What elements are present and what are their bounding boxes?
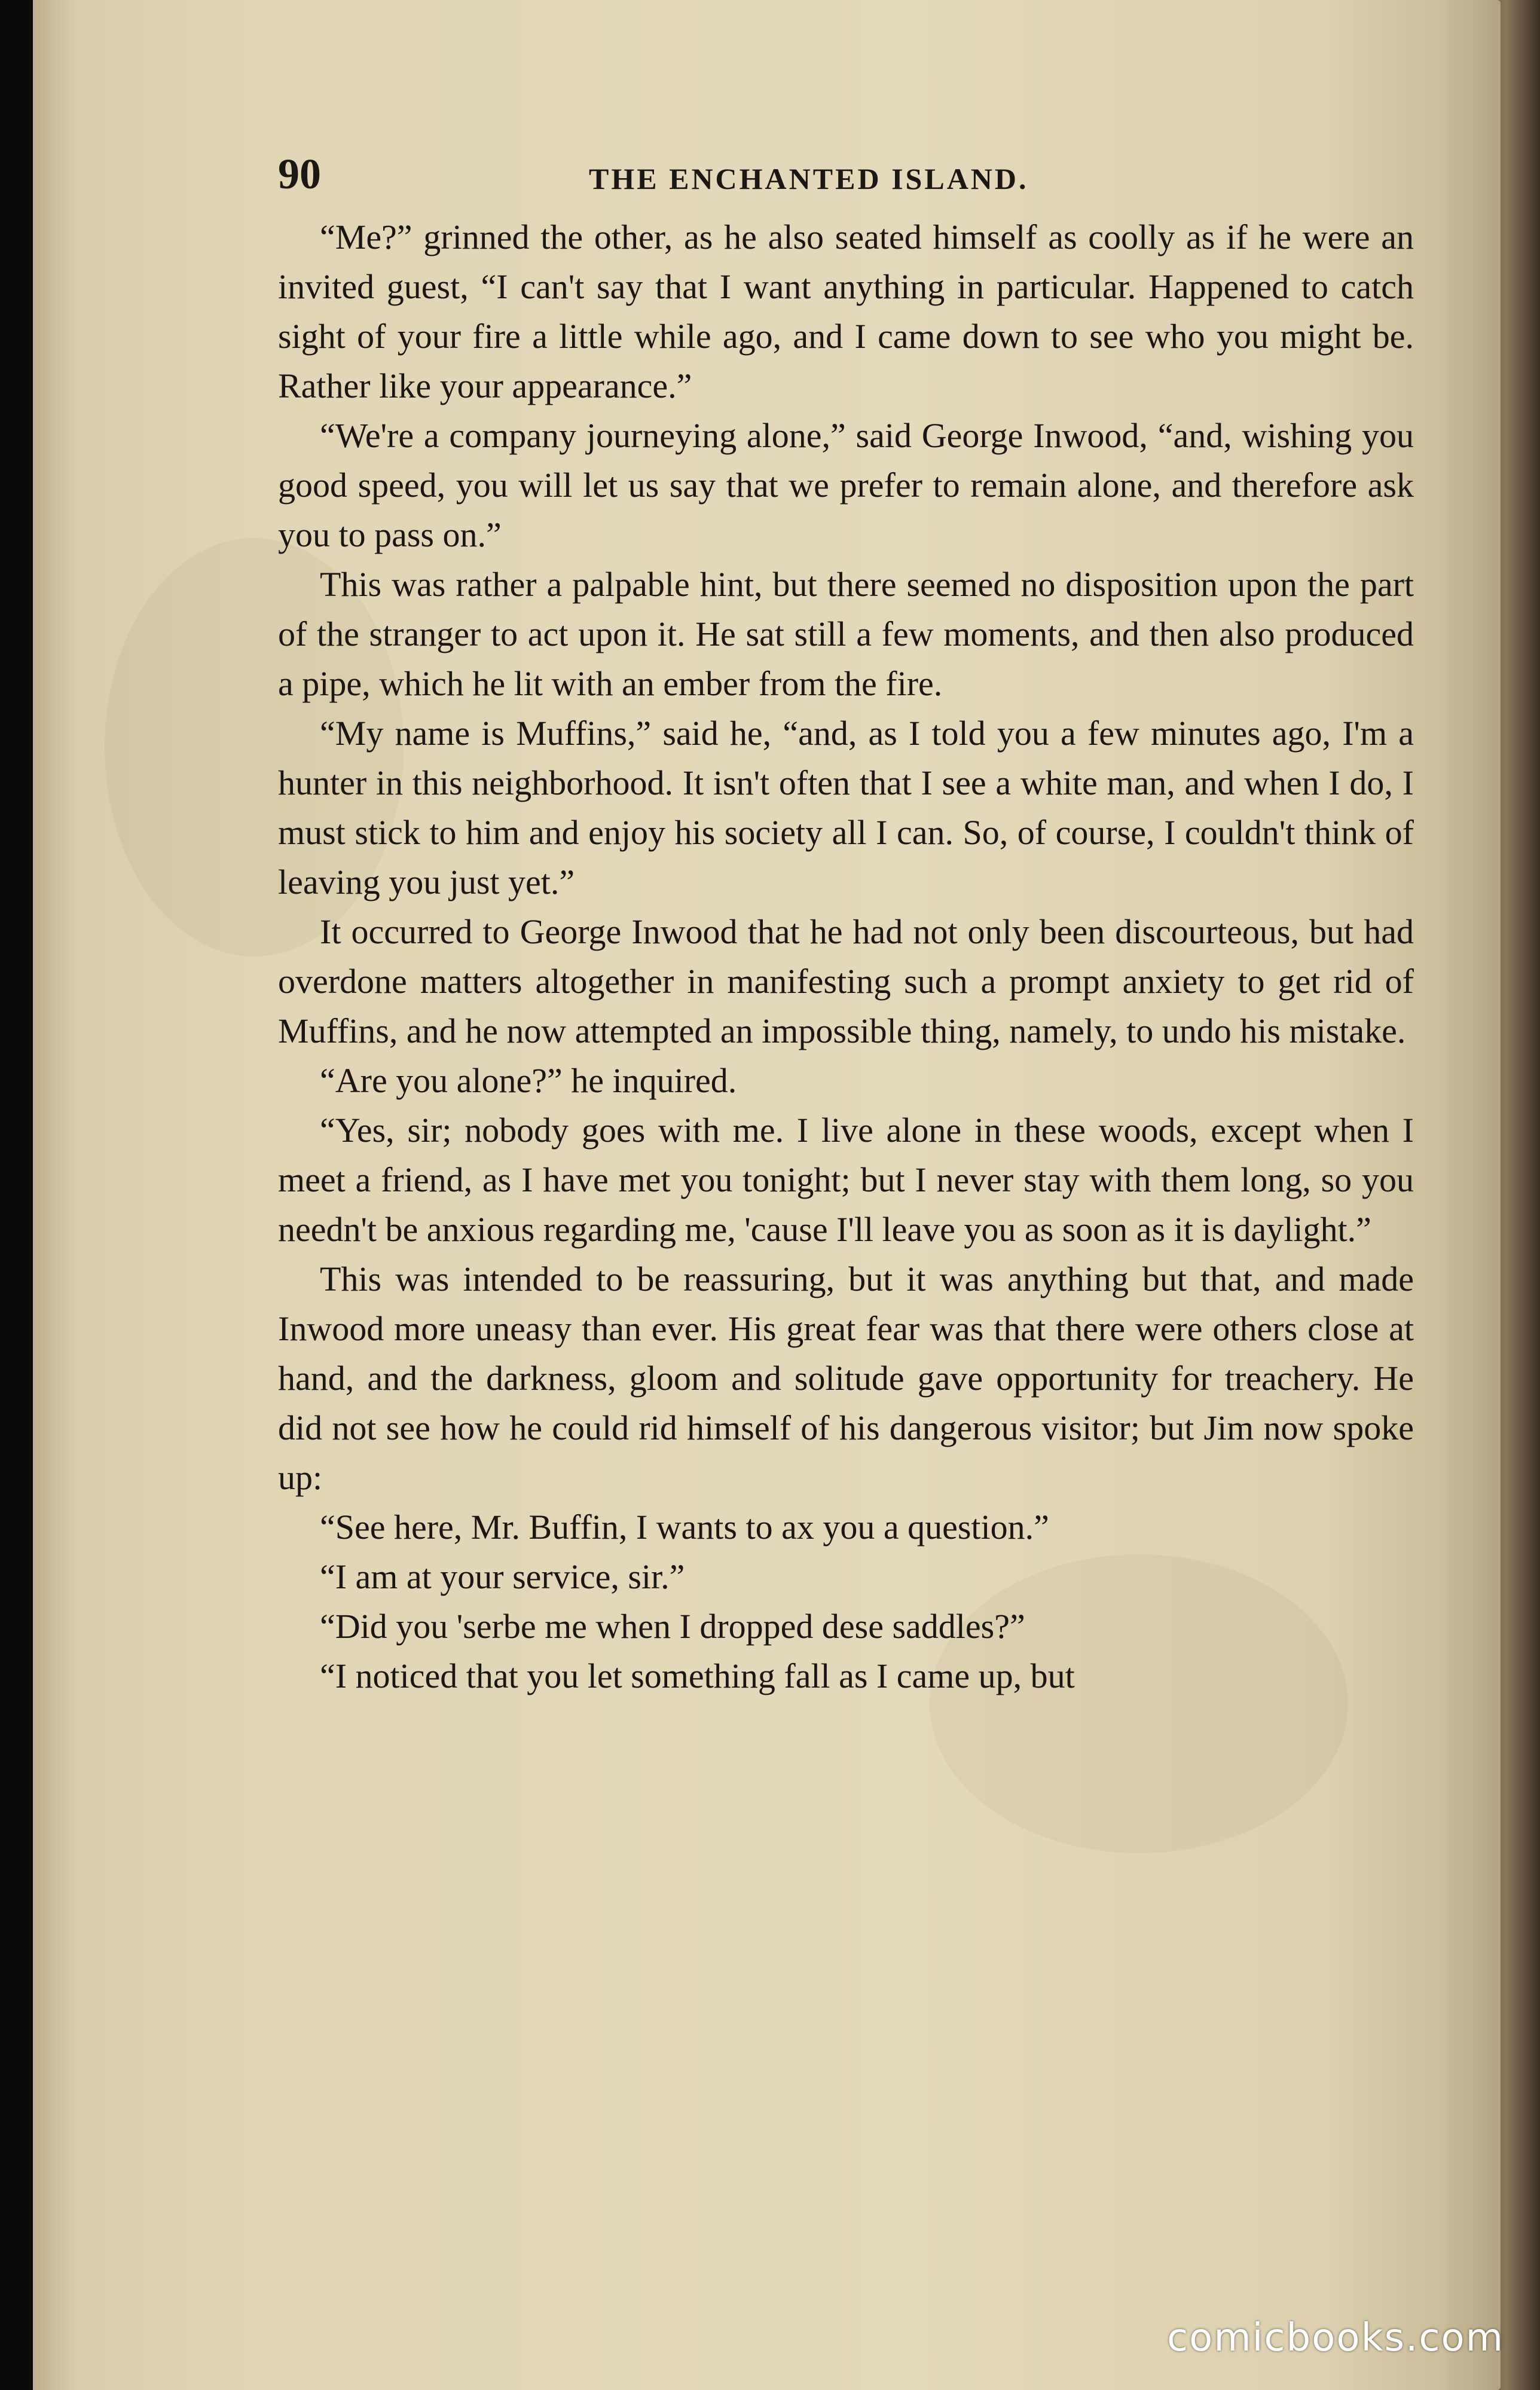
paragraph: “Yes, sir; nobody goes with me. I live alone in these woods, except when I meet a friend, as I have met you tonight; but I never stay with them long, so you needn't be anxious regarding me, 'cause I'll leave you as soon as it is daylight.” [278, 1111, 1414, 1249]
paragraph: “Me?” grinned the other, as he also seated himself as coolly as if he were an invited guest, “I can't say that I want anything in particular. Happened to catch sight of your fire a little while ago, and I came down to see who you might be. Rather like your appearance.” [278, 218, 1414, 405]
paragraph: This was rather a palpable hint, but there seemed no disposition upon the part of the stranger to act upon it. He sat still a few moments, and then also produced a pipe, which he lit with an ember from the fire. [278, 565, 1414, 703]
page-header [278, 149, 1414, 203]
paragraph: “Are you alone?” he inquired. [320, 1061, 737, 1100]
paragraph: “I am at your service, sir.” [320, 1557, 685, 1596]
paragraph: This was intended to be reassuring, but it was anything but that, and made Inwood more uneasy than ever. His great fear was that there were others close at hand, and the darkness, gloom and solitude gave opportunity for treachery. He did not see how he could rid himself of his dangerous visitor; but Jim now spoke up: [278, 1260, 1414, 1497]
page-number: 90 [278, 150, 321, 198]
paragraph: “I noticed that you let something fall as I came up, but [320, 1657, 1075, 1695]
paragraph: “We're a company journeying alone,” said George Inwood, “and, wishing you good speed, you will let us say that we prefer to remain alone, and therefore ask you to pass on.” [278, 416, 1414, 554]
paragraph: “My name is Muffins,” said he, “and, as I told you a few minutes ago, I'm a hunter in this neighborhood. It isn't often that I see a white man, and when I do, I must stick to him and enjoy his society all I can. So, of course, I couldn't think of leaving you just yet.” [278, 714, 1414, 901]
paragraph: “See here, Mr. Buffin, I wants to ax you a question.” [320, 1508, 1049, 1547]
running-title: THE ENCHANTED ISLAND. [589, 162, 1029, 195]
paragraph: “Did you 'serbe me when I dropped dese saddles?” [320, 1607, 1025, 1646]
paragraph: It occurred to George Inwood that he had not only been discourteous, but had overdone matters altogether in manifesting such a prompt anxiety to get rid of Muffins, and he now attempted an impossible thing, namely, to undo his mistake. [278, 912, 1414, 1050]
watermark: comicbooks.com [1166, 2316, 1504, 2360]
body-text [278, 212, 1414, 1701]
